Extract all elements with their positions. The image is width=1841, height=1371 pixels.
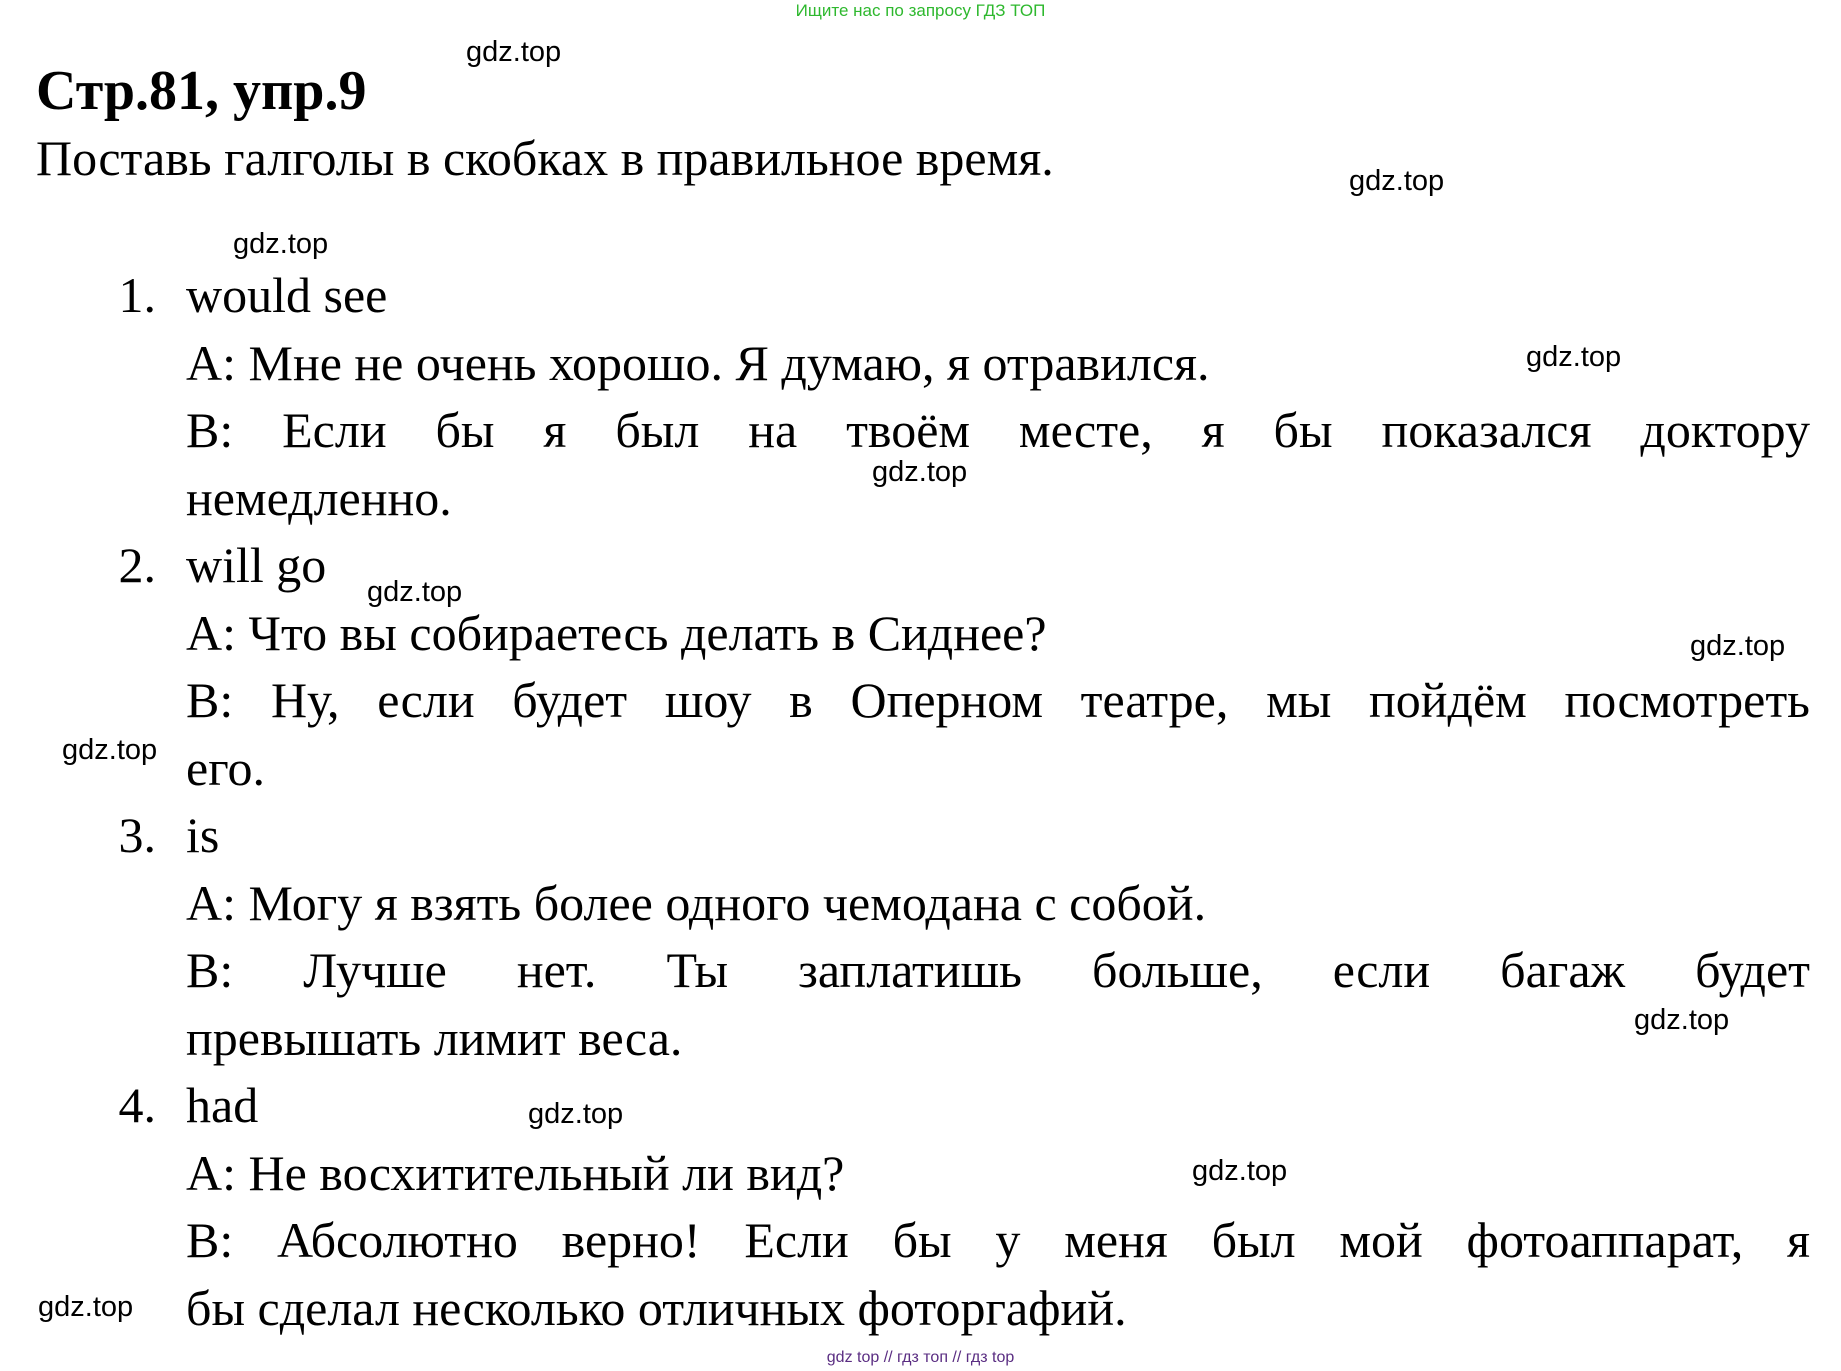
item-number: 2. xyxy=(118,537,156,593)
watermark: gdz.top xyxy=(1690,630,1786,662)
answer-item xyxy=(100,262,1810,532)
item-number: 4. xyxy=(118,1077,156,1133)
answer-item xyxy=(100,532,1810,802)
watermark: gdz.top xyxy=(233,228,329,260)
watermark: gdz.top xyxy=(1192,1155,1288,1187)
dialogue-line-b: B: Ну, если будет шоу в Оперном театре, мы пойдём посмотреть xyxy=(186,672,1810,728)
item-number: 3. xyxy=(118,807,156,863)
dialogue-line-b-continued: его. xyxy=(186,739,265,796)
watermark: gdz.top xyxy=(1526,341,1622,373)
top-banner: Ищите нас по запросу ГДЗ ТОП xyxy=(795,1,1046,20)
watermark: gdz.top xyxy=(367,576,463,608)
dialogue-line-b: B: Лучше нет. Ты заплатишь больше, если багаж будет xyxy=(186,942,1810,998)
watermark: gdz.top xyxy=(1634,1004,1730,1036)
page-title: Стр.81, упр.9 xyxy=(36,60,367,122)
dialogue-line-a: A: Мне не очень хорошо. Я думаю, я отравился. xyxy=(186,334,1210,391)
answer-list xyxy=(100,262,1810,1342)
dialogue-line-b-continued: бы сделал несколько отличных фоторгафий. xyxy=(186,1279,1127,1336)
watermark: gdz.top xyxy=(62,734,158,766)
dialogue-line-b: B: Абсолютно верно! Если бы у меня был мой фотоаппарат, я xyxy=(186,1212,1810,1268)
watermark: gdz.top xyxy=(528,1098,624,1130)
answer-verb: will go xyxy=(186,537,327,593)
watermark: gdz.top xyxy=(1349,165,1445,197)
dialogue-line-b-continued: превышать лимит веса. xyxy=(186,1009,683,1066)
dialogue-line-a: A: Что вы собираетесь делать в Сиднее? xyxy=(186,604,1047,661)
answer-item xyxy=(100,802,1810,1072)
dialogue-line-b: B: Если бы я был на твоём месте, я бы показался доктору xyxy=(186,402,1810,458)
answer-verb: had xyxy=(186,1077,259,1133)
watermark: gdz.top xyxy=(872,456,968,488)
watermark: gdz.top xyxy=(466,36,562,68)
answer-verb: is xyxy=(186,807,220,863)
dialogue-line-a: A: Не восхитительный ли вид? xyxy=(186,1144,845,1201)
bottom-banner: gdz top // гдз топ // гдз top xyxy=(826,1349,1015,1366)
item-number: 1. xyxy=(118,267,156,323)
dialogue-line-a: A: Могу я взять более одного чемодана с собой. xyxy=(186,874,1207,931)
answer-verb: would see xyxy=(186,267,388,323)
answer-item xyxy=(100,1072,1810,1342)
watermark: gdz.top xyxy=(38,1291,134,1323)
instruction-text: Поставь галголы в скобках в правильное время. xyxy=(36,130,1054,186)
dialogue-line-b-continued: немедленно. xyxy=(186,469,452,526)
